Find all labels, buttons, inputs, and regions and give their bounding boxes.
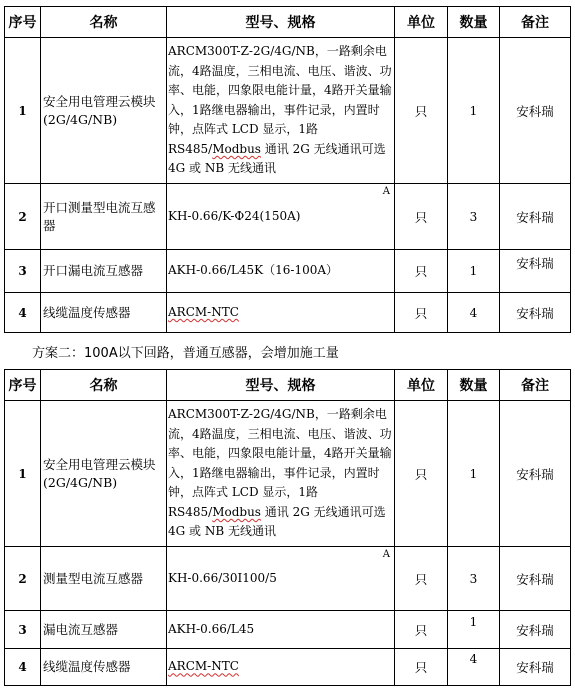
row-no: 3 [5,611,41,649]
row-name: 安全用电管理云模块(2G/4G/NB) [41,38,167,184]
row-qty: 3 [448,547,500,611]
spec-text: ARCM300T-Z-2G/4G/NB，一路剩余电流，4路温度，三相电流、电压、谐波、功率、电能，四象限电能计量，4路开关量输入，1路继电器输出，事件记录，内置时钟，点阵式 LCD 显示，1路 RS485/ [168,407,392,519]
row-name: 安全用电管理云模块(2G/4G/NB) [41,401,167,547]
row-name: 开口漏电流互感器 [41,250,167,293]
table-header-row [5,7,571,38]
header-qty: 数量 [448,370,500,401]
row-note: 安科瑞 [500,38,571,184]
table-row [5,547,571,611]
spec-text: KH-0.66/K-Φ24(150A) [168,208,301,223]
spec-text: 通讯 2G 无线通讯可选 4G 或 NB 无线通讯 [168,141,386,176]
table-header-row [5,370,571,401]
spec-text: KH-0.66/30I100/5 [168,570,277,585]
row-spec [167,649,395,686]
row-note [500,250,571,293]
row-spec: AKH-0.66/L45K（16-100A） [167,250,395,293]
spec-mark: A [382,549,390,560]
spec-text-spellcheck: ARCM-NTC [168,659,239,674]
table-row [5,184,571,250]
row-spec [167,38,395,184]
row-spec: AKH-0.66/L45 [167,611,395,649]
note-text: 安科瑞 [516,256,554,271]
qty-text: 4 [469,652,478,666]
row-unit: 只 [395,611,448,649]
row-qty [448,649,500,686]
table-row [5,649,571,686]
header-qty: 数量 [448,7,500,38]
spec-text: 通讯 2G 无线通讯可选 4G 或 NB 无线通讯 [168,504,386,539]
table-row [5,293,571,333]
row-qty [448,611,500,649]
row-no: 1 [5,401,41,547]
row-spec [167,293,395,333]
row-note: 安科瑞 [500,401,571,547]
row-no: 4 [5,649,41,686]
header-name: 名称 [41,370,167,401]
table-row [5,38,571,184]
row-qty: 1 [448,250,500,293]
row-qty: 4 [448,293,500,333]
row-no: 1 [5,38,41,184]
header-note: 备注 [500,370,571,401]
header-note: 备注 [500,7,571,38]
qty-text: 1 [469,614,478,629]
spec-text-spellcheck: ARCM-NTC [168,304,239,319]
header-unit: 单位 [395,370,448,401]
spec-mark: A [382,186,390,197]
row-name: 漏电流互感器 [41,611,167,649]
row-note: 安科瑞 [500,611,571,649]
row-no: 2 [5,547,41,611]
plan-2-heading: 方案二：100A以下回路，普通互感器，会增加施工量 [32,346,339,361]
header-no: 序号 [5,7,41,38]
row-qty: 3 [448,184,500,250]
row-unit: 只 [395,38,448,184]
row-name: 线缆温度传感器 [41,293,167,333]
row-unit: 只 [395,184,448,250]
header-spec: 型号、规格 [167,7,395,38]
row-note: 安科瑞 [500,649,571,686]
row-unit: 只 [395,250,448,293]
table-row [5,250,571,293]
row-spec [167,547,395,611]
row-name: 线缆温度传感器 [41,649,167,686]
row-note: 安科瑞 [500,547,571,611]
row-spec [167,401,395,547]
equipment-table-plan-1 [4,6,571,333]
spec-text: ARCM300T-Z-2G/4G/NB，一路剩余电流，4路温度，三相电流、电压、谐波、功率、电能，四象限电能计量，4路开关量输入，1路继电器输出，事件记录，内置时钟，点阵式 LCD 显示，1路 RS485/ [168,44,392,156]
row-no: 4 [5,293,41,333]
header-spec: 型号、规格 [167,370,395,401]
row-unit: 只 [395,401,448,547]
row-qty: 1 [448,38,500,184]
equipment-table-plan-2 [4,369,571,686]
row-note: 安科瑞 [500,293,571,333]
row-name: 测量型电流互感器 [41,547,167,611]
row-no: 3 [5,250,41,293]
row-note: 安科瑞 [500,184,571,250]
row-no: 2 [5,184,41,250]
row-name: 开口测量型电流互感器 [41,184,167,250]
row-unit: 只 [395,293,448,333]
table-row [5,611,571,649]
table-row [5,401,571,547]
header-unit: 单位 [395,7,448,38]
header-no: 序号 [5,370,41,401]
row-spec [167,184,395,250]
spec-text-spellcheck: Modbus [212,141,261,156]
row-unit: 只 [395,547,448,611]
row-qty: 1 [448,401,500,547]
spec-text-spellcheck: Modbus [212,504,261,519]
header-name: 名称 [41,7,167,38]
row-unit: 只 [395,649,448,686]
